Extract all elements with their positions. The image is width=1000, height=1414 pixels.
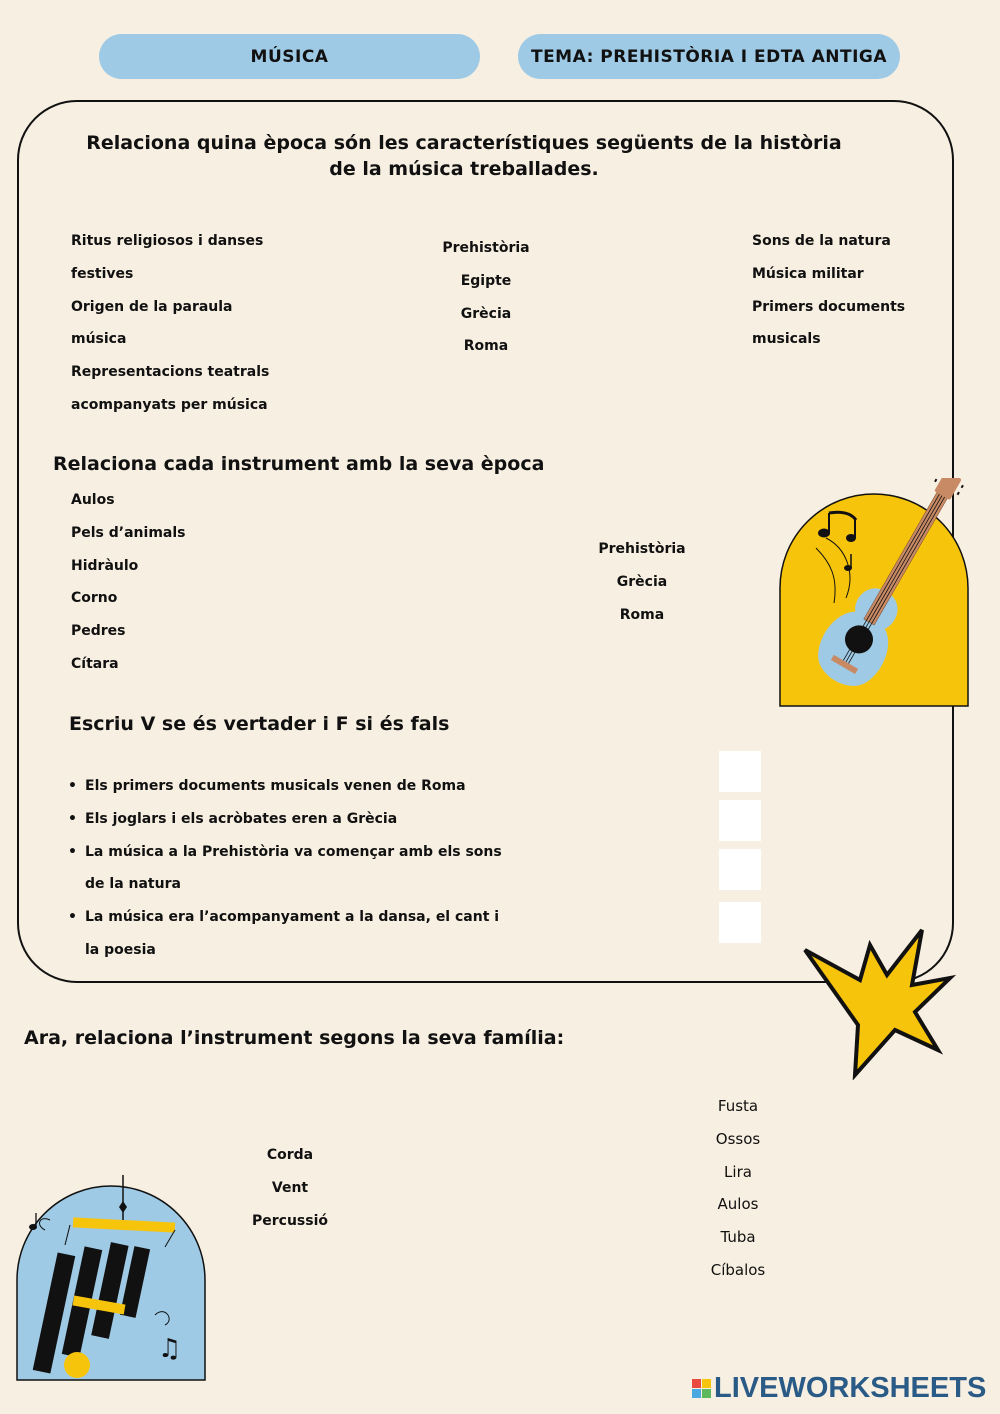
brand-mark-icon (692, 1379, 711, 1398)
tf-statement (68, 770, 502, 803)
list-item[interactable]: música (71, 331, 127, 348)
family-item[interactable]: Corda (266, 1147, 314, 1163)
period-item[interactable]: Roma (463, 338, 509, 355)
tf-statement (68, 901, 502, 934)
star-icon (800, 920, 960, 1080)
statement-text: Els joglars i els acròbates eren a Grècia (85, 810, 398, 827)
statement-text: la poesia (85, 941, 156, 958)
topic-pill (518, 34, 900, 79)
list-item[interactable]: Sons de la natura (752, 233, 891, 249)
section1-left-list (71, 225, 269, 422)
list-item[interactable]: Música militar (752, 265, 864, 282)
section2-instruments (71, 484, 185, 681)
tf-statement (68, 803, 502, 836)
instrument-item[interactable]: Pels d’animals (71, 524, 186, 541)
family-item[interactable]: Vent (271, 1179, 309, 1196)
list-item[interactable]: Representacions teatrals (71, 364, 270, 381)
section4-title: Ara, relaciona l’instrument segons la seva família: (24, 1027, 565, 1049)
instrument-item[interactable]: Lira (724, 1162, 752, 1181)
tf-answer-box-1[interactable] (719, 751, 761, 792)
section1-right-list (752, 225, 905, 356)
topic-label: TEMA: PREHISTÒRIA I EDTA ANTIGA (530, 46, 888, 67)
tf-statement-list (68, 770, 502, 967)
list-item[interactable]: Primers documents (752, 298, 906, 315)
period-item[interactable]: Prehistòria (442, 240, 530, 256)
list-item[interactable]: musicals (752, 331, 821, 348)
period-item[interactable]: Egipte (460, 272, 512, 289)
bullet: • (68, 909, 77, 926)
list-item[interactable]: Origen de la paraula (71, 298, 233, 315)
tf-statement-continuation (68, 934, 502, 967)
family-item[interactable]: Percussió (251, 1212, 328, 1229)
guitar-icon (776, 478, 972, 710)
period-item[interactable]: Grècia (616, 573, 668, 590)
section4-families (230, 1139, 350, 1237)
instrument-item[interactable]: Cítara (71, 655, 119, 672)
instrument-item[interactable]: Tuba (720, 1228, 756, 1247)
section2-periods (582, 533, 702, 631)
tf-answer-box-2[interactable] (719, 800, 761, 841)
section2-title: Relaciona cada instrument amb la seva època (53, 453, 545, 475)
statement-text: Els primers documents musicals venen de Roma (85, 778, 466, 794)
section1-periods (426, 232, 546, 363)
period-item[interactable]: Prehistòria (598, 541, 686, 557)
statement-text: La música a la Prehistòria va començar amb els sons (85, 843, 502, 860)
bullet: • (68, 843, 77, 860)
instrument-item[interactable]: Corno (71, 590, 118, 607)
period-item[interactable]: Grècia (460, 305, 512, 322)
instrument-item[interactable]: Hidràulo (71, 557, 139, 574)
instrument-item[interactable]: Fusta (717, 1097, 759, 1115)
instrument-item[interactable]: Ossos (715, 1129, 761, 1148)
instrument-item[interactable]: Aulos (71, 492, 115, 508)
instrument-item[interactable]: Aulos (717, 1195, 759, 1214)
tf-statement (68, 836, 502, 869)
subject-label: MÚSICA (250, 46, 329, 67)
instrument-item[interactable]: Cíbalos (710, 1260, 766, 1279)
subject-pill (99, 34, 480, 79)
period-item[interactable]: Roma (619, 606, 665, 623)
liveworksheets-logo (692, 1372, 986, 1405)
tf-answer-box-4[interactable] (719, 902, 761, 943)
wind-chimes-icon (15, 1175, 210, 1385)
music-note-icon: ♫ (158, 1334, 182, 1364)
statement-text: de la natura (85, 876, 181, 893)
section1-title: Relaciona quina època són les característiques següents de la història de la música treballades. (86, 132, 842, 180)
tf-answer-box-3[interactable] (719, 849, 761, 890)
bullet: • (68, 778, 77, 794)
bullet: • (68, 810, 77, 827)
statement-text: La música era l’acompanyament a la dansa, el cant i (85, 909, 500, 926)
list-item[interactable]: Ritus religiosos i danses (71, 233, 264, 249)
list-item[interactable]: acompanyats per música (71, 396, 268, 413)
section4-instruments (678, 1090, 798, 1287)
instrument-item[interactable]: Pedres (71, 623, 126, 640)
brand-name: LIVEWORKSHEETS (714, 1372, 987, 1404)
list-item[interactable]: festives (71, 265, 134, 282)
section3-title: Escriu V se és vertader i F si és fals (69, 713, 450, 735)
tf-statement-continuation (68, 868, 502, 901)
